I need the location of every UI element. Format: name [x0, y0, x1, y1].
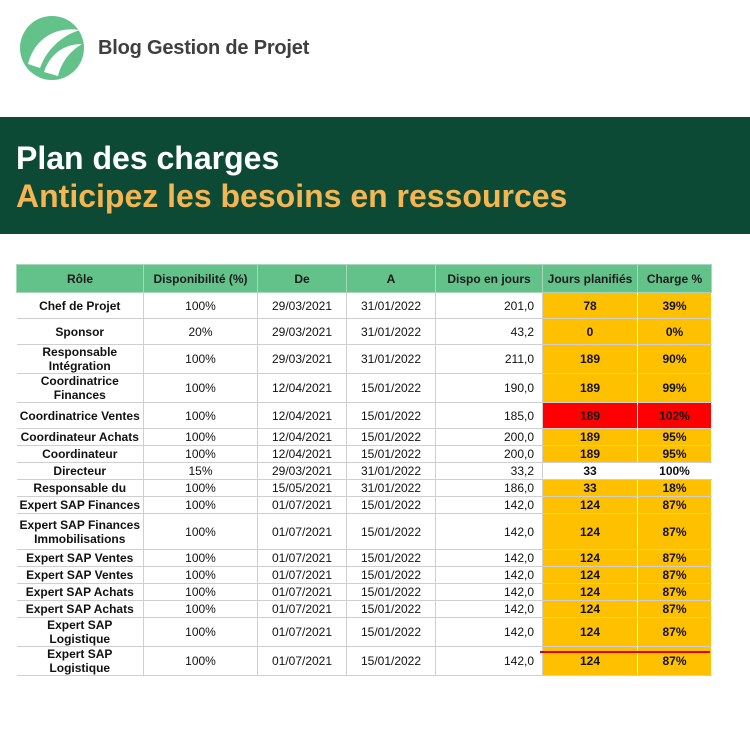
- role-cell[interactable]: Expert SAP Ventes: [17, 567, 144, 584]
- days-available-cell[interactable]: 185,0: [436, 403, 543, 429]
- end-date-cell[interactable]: 15/01/2022: [347, 550, 436, 567]
- start-date-cell[interactable]: 01/07/2021: [258, 514, 347, 550]
- column-header-load[interactable]: Charge %: [638, 265, 712, 293]
- role-cell[interactable]: Expert SAP Logistique: [17, 647, 144, 676]
- availability-cell[interactable]: 15%: [144, 463, 258, 480]
- load-percent-cell[interactable]: 95%: [638, 429, 712, 446]
- end-date-cell[interactable]: 31/01/2022: [347, 480, 436, 497]
- table-row: [17, 514, 712, 550]
- days-planned-cell[interactable]: 124: [543, 618, 638, 647]
- column-header-role[interactable]: Rôle: [17, 265, 144, 293]
- start-date-cell[interactable]: 01/07/2021: [258, 497, 347, 514]
- table-row: [17, 463, 712, 480]
- load-percent-cell[interactable]: 0%: [638, 319, 712, 345]
- days-planned-cell[interactable]: 189: [543, 429, 638, 446]
- role-cell[interactable]: Directeur: [17, 463, 144, 480]
- end-date-cell[interactable]: 15/01/2022: [347, 567, 436, 584]
- role-cell[interactable]: Expert SAP Finances: [17, 497, 144, 514]
- days-planned-cell[interactable]: 124: [543, 567, 638, 584]
- days-planned-cell[interactable]: 33: [543, 463, 638, 480]
- table-row: [17, 618, 712, 647]
- table-row: [17, 480, 712, 497]
- days-planned-cell[interactable]: 124: [543, 497, 638, 514]
- days-available-cell[interactable]: 200,0: [436, 446, 543, 463]
- title-banner: [0, 117, 750, 234]
- load-percent-cell[interactable]: 87%: [638, 497, 712, 514]
- column-header-end[interactable]: A: [347, 265, 436, 293]
- role-cell[interactable]: Expert SAP Achats: [17, 601, 144, 618]
- end-date-cell[interactable]: 31/01/2022: [347, 293, 436, 319]
- end-date-cell[interactable]: 15/01/2022: [347, 374, 436, 403]
- days-planned-cell[interactable]: 124: [543, 601, 638, 618]
- load-percent-cell[interactable]: 102%: [638, 403, 712, 429]
- start-date-cell[interactable]: 01/07/2021: [258, 584, 347, 601]
- days-available-cell[interactable]: 186,0: [436, 480, 543, 497]
- availability-cell[interactable]: 100%: [144, 601, 258, 618]
- role-cell[interactable]: Coordinateur Achats: [17, 429, 144, 446]
- start-date-cell[interactable]: 01/07/2021: [258, 647, 347, 676]
- days-available-cell[interactable]: 33,2: [436, 463, 543, 480]
- load-percent-cell[interactable]: 87%: [638, 514, 712, 550]
- start-date-cell[interactable]: 01/07/2021: [258, 550, 347, 567]
- days-available-cell[interactable]: 201,0: [436, 293, 543, 319]
- days-planned-cell[interactable]: 124: [543, 550, 638, 567]
- availability-cell[interactable]: 100%: [144, 647, 258, 676]
- load-percent-cell[interactable]: 87%: [638, 567, 712, 584]
- table-row: [17, 345, 712, 374]
- days-available-cell[interactable]: 190,0: [436, 374, 543, 403]
- start-date-cell[interactable]: 29/03/2021: [258, 319, 347, 345]
- start-date-cell[interactable]: 01/07/2021: [258, 601, 347, 618]
- table-row: [17, 567, 712, 584]
- brand-name: Blog Gestion de Projet: [98, 36, 310, 59]
- role-cell[interactable]: Responsable du: [17, 480, 144, 497]
- availability-cell[interactable]: 100%: [144, 584, 258, 601]
- days-planned-cell[interactable]: 189: [543, 446, 638, 463]
- end-date-cell[interactable]: 31/01/2022: [347, 345, 436, 374]
- start-date-cell[interactable]: 12/04/2021: [258, 429, 347, 446]
- load-percent-cell[interactable]: 95%: [638, 446, 712, 463]
- days-available-cell[interactable]: 211,0: [436, 345, 543, 374]
- start-date-cell[interactable]: 29/03/2021: [258, 345, 347, 374]
- load-percent-cell[interactable]: 18%: [638, 480, 712, 497]
- page-title: Plan des charges: [16, 140, 280, 176]
- days-available-cell[interactable]: 142,0: [436, 567, 543, 584]
- table-row: [17, 550, 712, 567]
- availability-cell[interactable]: 100%: [144, 550, 258, 567]
- end-date-cell[interactable]: 15/01/2022: [347, 497, 436, 514]
- days-available-cell[interactable]: 142,0: [436, 514, 543, 550]
- availability-cell[interactable]: 100%: [144, 374, 258, 403]
- end-date-cell[interactable]: 15/01/2022: [347, 514, 436, 550]
- days-planned-cell[interactable]: 189: [543, 403, 638, 429]
- start-date-cell[interactable]: 01/07/2021: [258, 618, 347, 647]
- table-row: [17, 293, 712, 319]
- end-date-cell[interactable]: 15/01/2022: [347, 446, 436, 463]
- column-header-days-available[interactable]: Dispo en jours: [436, 265, 543, 293]
- table-row: [17, 601, 712, 618]
- load-percent-cell[interactable]: 87%: [638, 618, 712, 647]
- days-available-cell[interactable]: 142,0: [436, 647, 543, 676]
- days-available-cell[interactable]: 142,0: [436, 584, 543, 601]
- start-date-cell[interactable]: 12/04/2021: [258, 403, 347, 429]
- end-date-cell[interactable]: 15/01/2022: [347, 601, 436, 618]
- availability-cell[interactable]: 100%: [144, 618, 258, 647]
- end-date-cell[interactable]: 15/01/2022: [347, 429, 436, 446]
- role-cell[interactable]: Responsable Intégration: [17, 345, 144, 374]
- end-date-cell[interactable]: 15/01/2022: [347, 403, 436, 429]
- table-row: [17, 446, 712, 463]
- days-available-cell[interactable]: 142,0: [436, 550, 543, 567]
- days-planned-cell[interactable]: 0: [543, 319, 638, 345]
- availability-cell[interactable]: 100%: [144, 403, 258, 429]
- days-planned-cell[interactable]: 124: [543, 584, 638, 601]
- availability-cell[interactable]: 100%: [144, 514, 258, 550]
- load-percent-cell[interactable]: 90%: [638, 345, 712, 374]
- role-cell[interactable]: Coordinateur: [17, 446, 144, 463]
- days-planned-cell[interactable]: 124: [543, 647, 638, 676]
- availability-cell[interactable]: 100%: [144, 480, 258, 497]
- availability-cell[interactable]: 100%: [144, 293, 258, 319]
- availability-cell[interactable]: 100%: [144, 567, 258, 584]
- leaf-logo-icon: [18, 14, 86, 82]
- start-date-cell[interactable]: 15/05/2021: [258, 480, 347, 497]
- table-row: [17, 374, 712, 403]
- load-percent-cell[interactable]: 99%: [638, 374, 712, 403]
- load-percent-cell[interactable]: 87%: [638, 647, 712, 676]
- days-planned-cell[interactable]: 189: [543, 374, 638, 403]
- role-cell[interactable]: Expert SAP Finances Immobilisations: [17, 514, 144, 550]
- load-percent-cell[interactable]: 39%: [638, 293, 712, 319]
- days-available-cell[interactable]: 200,0: [436, 429, 543, 446]
- start-date-cell[interactable]: 12/04/2021: [258, 446, 347, 463]
- load-percent-cell[interactable]: 87%: [638, 584, 712, 601]
- column-header-days-planned[interactable]: Jours planifiés: [543, 265, 638, 293]
- load-percent-cell[interactable]: 87%: [638, 601, 712, 618]
- end-date-cell[interactable]: 15/01/2022: [347, 584, 436, 601]
- availability-cell[interactable]: 100%: [144, 497, 258, 514]
- resource-plan-table: [16, 264, 712, 676]
- role-cell[interactable]: Expert SAP Ventes: [17, 550, 144, 567]
- table-header-row: [17, 265, 712, 293]
- role-cell[interactable]: Coordinatrice Finances: [17, 374, 144, 403]
- role-cell[interactable]: Expert SAP Achats: [17, 584, 144, 601]
- start-date-cell[interactable]: 12/04/2021: [258, 374, 347, 403]
- availability-cell[interactable]: 100%: [144, 429, 258, 446]
- table-row: [17, 497, 712, 514]
- load-percent-cell[interactable]: 87%: [638, 550, 712, 567]
- end-date-cell[interactable]: 31/01/2022: [347, 463, 436, 480]
- role-cell[interactable]: Sponsor: [17, 319, 144, 345]
- days-available-cell[interactable]: 142,0: [436, 497, 543, 514]
- days-available-cell[interactable]: 142,0: [436, 618, 543, 647]
- days-available-cell[interactable]: 43,2: [436, 319, 543, 345]
- start-date-cell[interactable]: 29/03/2021: [258, 463, 347, 480]
- start-date-cell[interactable]: 29/03/2021: [258, 293, 347, 319]
- table-row: [17, 403, 712, 429]
- availability-cell[interactable]: 20%: [144, 319, 258, 345]
- role-cell[interactable]: Coordinatrice Ventes: [17, 403, 144, 429]
- brand-logo[interactable]: [18, 14, 309, 82]
- availability-cell[interactable]: 100%: [144, 345, 258, 374]
- page-subtitle: Anticipez les besoins en ressources: [16, 178, 568, 214]
- column-header-start[interactable]: De: [258, 265, 347, 293]
- end-date-cell[interactable]: 31/01/2022: [347, 319, 436, 345]
- days-planned-cell[interactable]: 78: [543, 293, 638, 319]
- column-header-availability[interactable]: Disponibilité (%): [144, 265, 258, 293]
- end-date-cell[interactable]: 15/01/2022: [347, 647, 436, 676]
- days-planned-cell[interactable]: 124: [543, 514, 638, 550]
- days-available-cell[interactable]: 142,0: [436, 601, 543, 618]
- overload-marker-line: [540, 651, 710, 653]
- role-cell[interactable]: Chef de Projet: [17, 293, 144, 319]
- role-cell[interactable]: Expert SAP Logistique: [17, 618, 144, 647]
- start-date-cell[interactable]: 01/07/2021: [258, 567, 347, 584]
- end-date-cell[interactable]: 15/01/2022: [347, 618, 436, 647]
- days-planned-cell[interactable]: 189: [543, 345, 638, 374]
- load-percent-cell[interactable]: 100%: [638, 463, 712, 480]
- availability-cell[interactable]: 100%: [144, 446, 258, 463]
- table-row: [17, 429, 712, 446]
- days-planned-cell[interactable]: 33: [543, 480, 638, 497]
- table-row: [17, 319, 712, 345]
- table-body: [17, 293, 712, 676]
- table-row: [17, 584, 712, 601]
